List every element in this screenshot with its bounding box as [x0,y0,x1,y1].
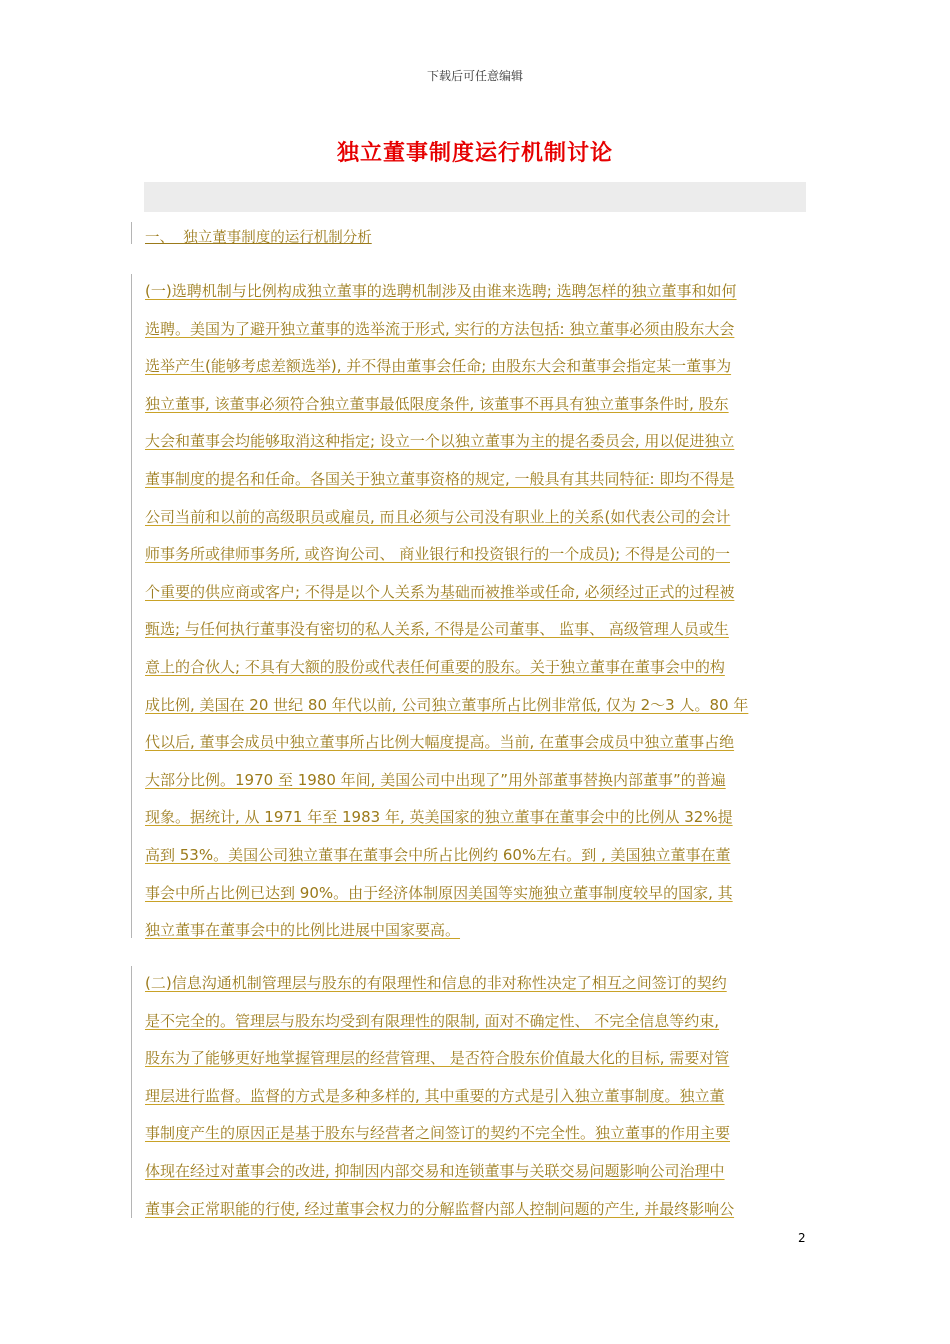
text-line: 意上的合伙人; 不具有大额的股份或代表任何重要的股东。关于独立董事在董事会中的构 [145,657,725,676]
text-line: 个重要的供应商或客户; 不得是以个人关系为基础而被推举或任命, 必须经过正式的过程被 [145,582,735,601]
text-line: 独立董事在董事会中的比例比进展中国家要高。 [145,921,461,940]
document-title: 独立董事制度运行机制讨论 [336,141,613,166]
revision-bar [131,966,132,1218]
text-line: 选举产生(能够考虑差额选举), 并不得由董事会任命; 由股东大会和董事会指定某一董事为 [145,357,732,376]
text-line: 选聘。美国为了避开独立董事的选举流于形式, 实行的方法包括: 独立董事必须由股东大会 [145,319,735,338]
section-band [144,182,806,212]
page-number: 2 [798,1231,806,1245]
text-line: 董事制度的提名和任命。各国关于独立董事资格的规定, 一般具有其共同特征: 即均不得是 [145,469,735,488]
text-line: 甄选; 与任何执行董事没有密切的私人关系, 不得是公司董事、 监事、 高级管理人员或生 [145,620,729,639]
paragraph-selection-mechanism [145,273,807,950]
text-line: 成比例, 美国在 20 世纪 80 年代以前, 公司独立董事所占比例非常低, 仅为 2～3 人。80 年 [145,695,749,714]
text-line: 独立董事, 该董事必须符合独立董事最低限度条件, 该董事不再具有独立董事条件时, 股东 [145,394,729,413]
text-line: 师事务所或律师事务所, 或咨询公司、 商业银行和投资银行的一个成员); 不得是公司的一 [145,545,730,564]
text-line: 代以后, 董事会成员中独立董事所占比例大幅度提高。当前, 在董事会成员中独立董事占绝 [145,733,735,752]
paragraph-information-mechanism [145,965,807,1228]
text-line: 体现在经过对董事会的改进, 抑制因内部交易和连锁董事与关联交易问题影响公司治理中 [145,1161,725,1180]
revision-bar [131,274,132,938]
text-line: 事制度产生的原因正是基于股东与经营者之间签订的契约不完全性。独立董事的作用主要 [145,1124,731,1143]
text-line: 股东为了能够更好地掌握管理层的经营管理、 是否符合股东价值最大化的目标, 需要对管 [145,1049,730,1068]
revision-bar [131,222,132,244]
section-heading: 一、 独立董事制度的运行机制分析 [145,230,372,246]
text-line: 公司当前和以前的高级职员或雇员, 而且必须与公司没有职业上的关系(如代表公司的会计 [145,507,731,526]
text-line: 董事会正常职能的行使, 经过董事会权力的分解监督内部人控制问题的产生, 并最终影响公 [145,1199,735,1218]
text-line: 理层进行监督。监督的方式是多种多样的, 其中重要的方式是引入独立董事制度。独立董 [145,1086,725,1105]
text-line: 现象。据统计, 从 1971 年至 1983 年, 英美国家的独立董事在董事会中的比例从 32%提 [145,808,733,827]
text-line: (二)信息沟通机制管理层与股东的有限理性和信息的非对称性决定了相互之间签订的契约 [145,974,727,992]
text-line: 是不完全的。管理层与股东均受到有限理性的限制, 面对不确定性、 不完全信息等约束, [145,1011,720,1030]
page-header: 下载后可任意编辑 [426,69,523,83]
text-line: 大会和董事会均能够取消这种指定; 设立一个以独立董事为主的提名委员会, 用以促进独立 [145,432,735,451]
text-line: 大部分比例。1970 至 1980 年间, 美国公司中出现了”用外部董事替换内部董事”的普遍 [145,770,726,789]
text-line: (一)选聘机制与比例构成独立董事的选聘机制涉及由谁来选聘; 选聘怎样的独立董事和如何 [145,282,737,300]
text-line: 事会中所占比例已达到 90%。由于经济体制原因美国等实施独立董事制度较早的国家, 其 [145,883,733,902]
text-line: 高到 53%。美国公司独立董事在董事会中所占比例约 60%左右。到 , 美国独立董事在董 [145,845,731,864]
